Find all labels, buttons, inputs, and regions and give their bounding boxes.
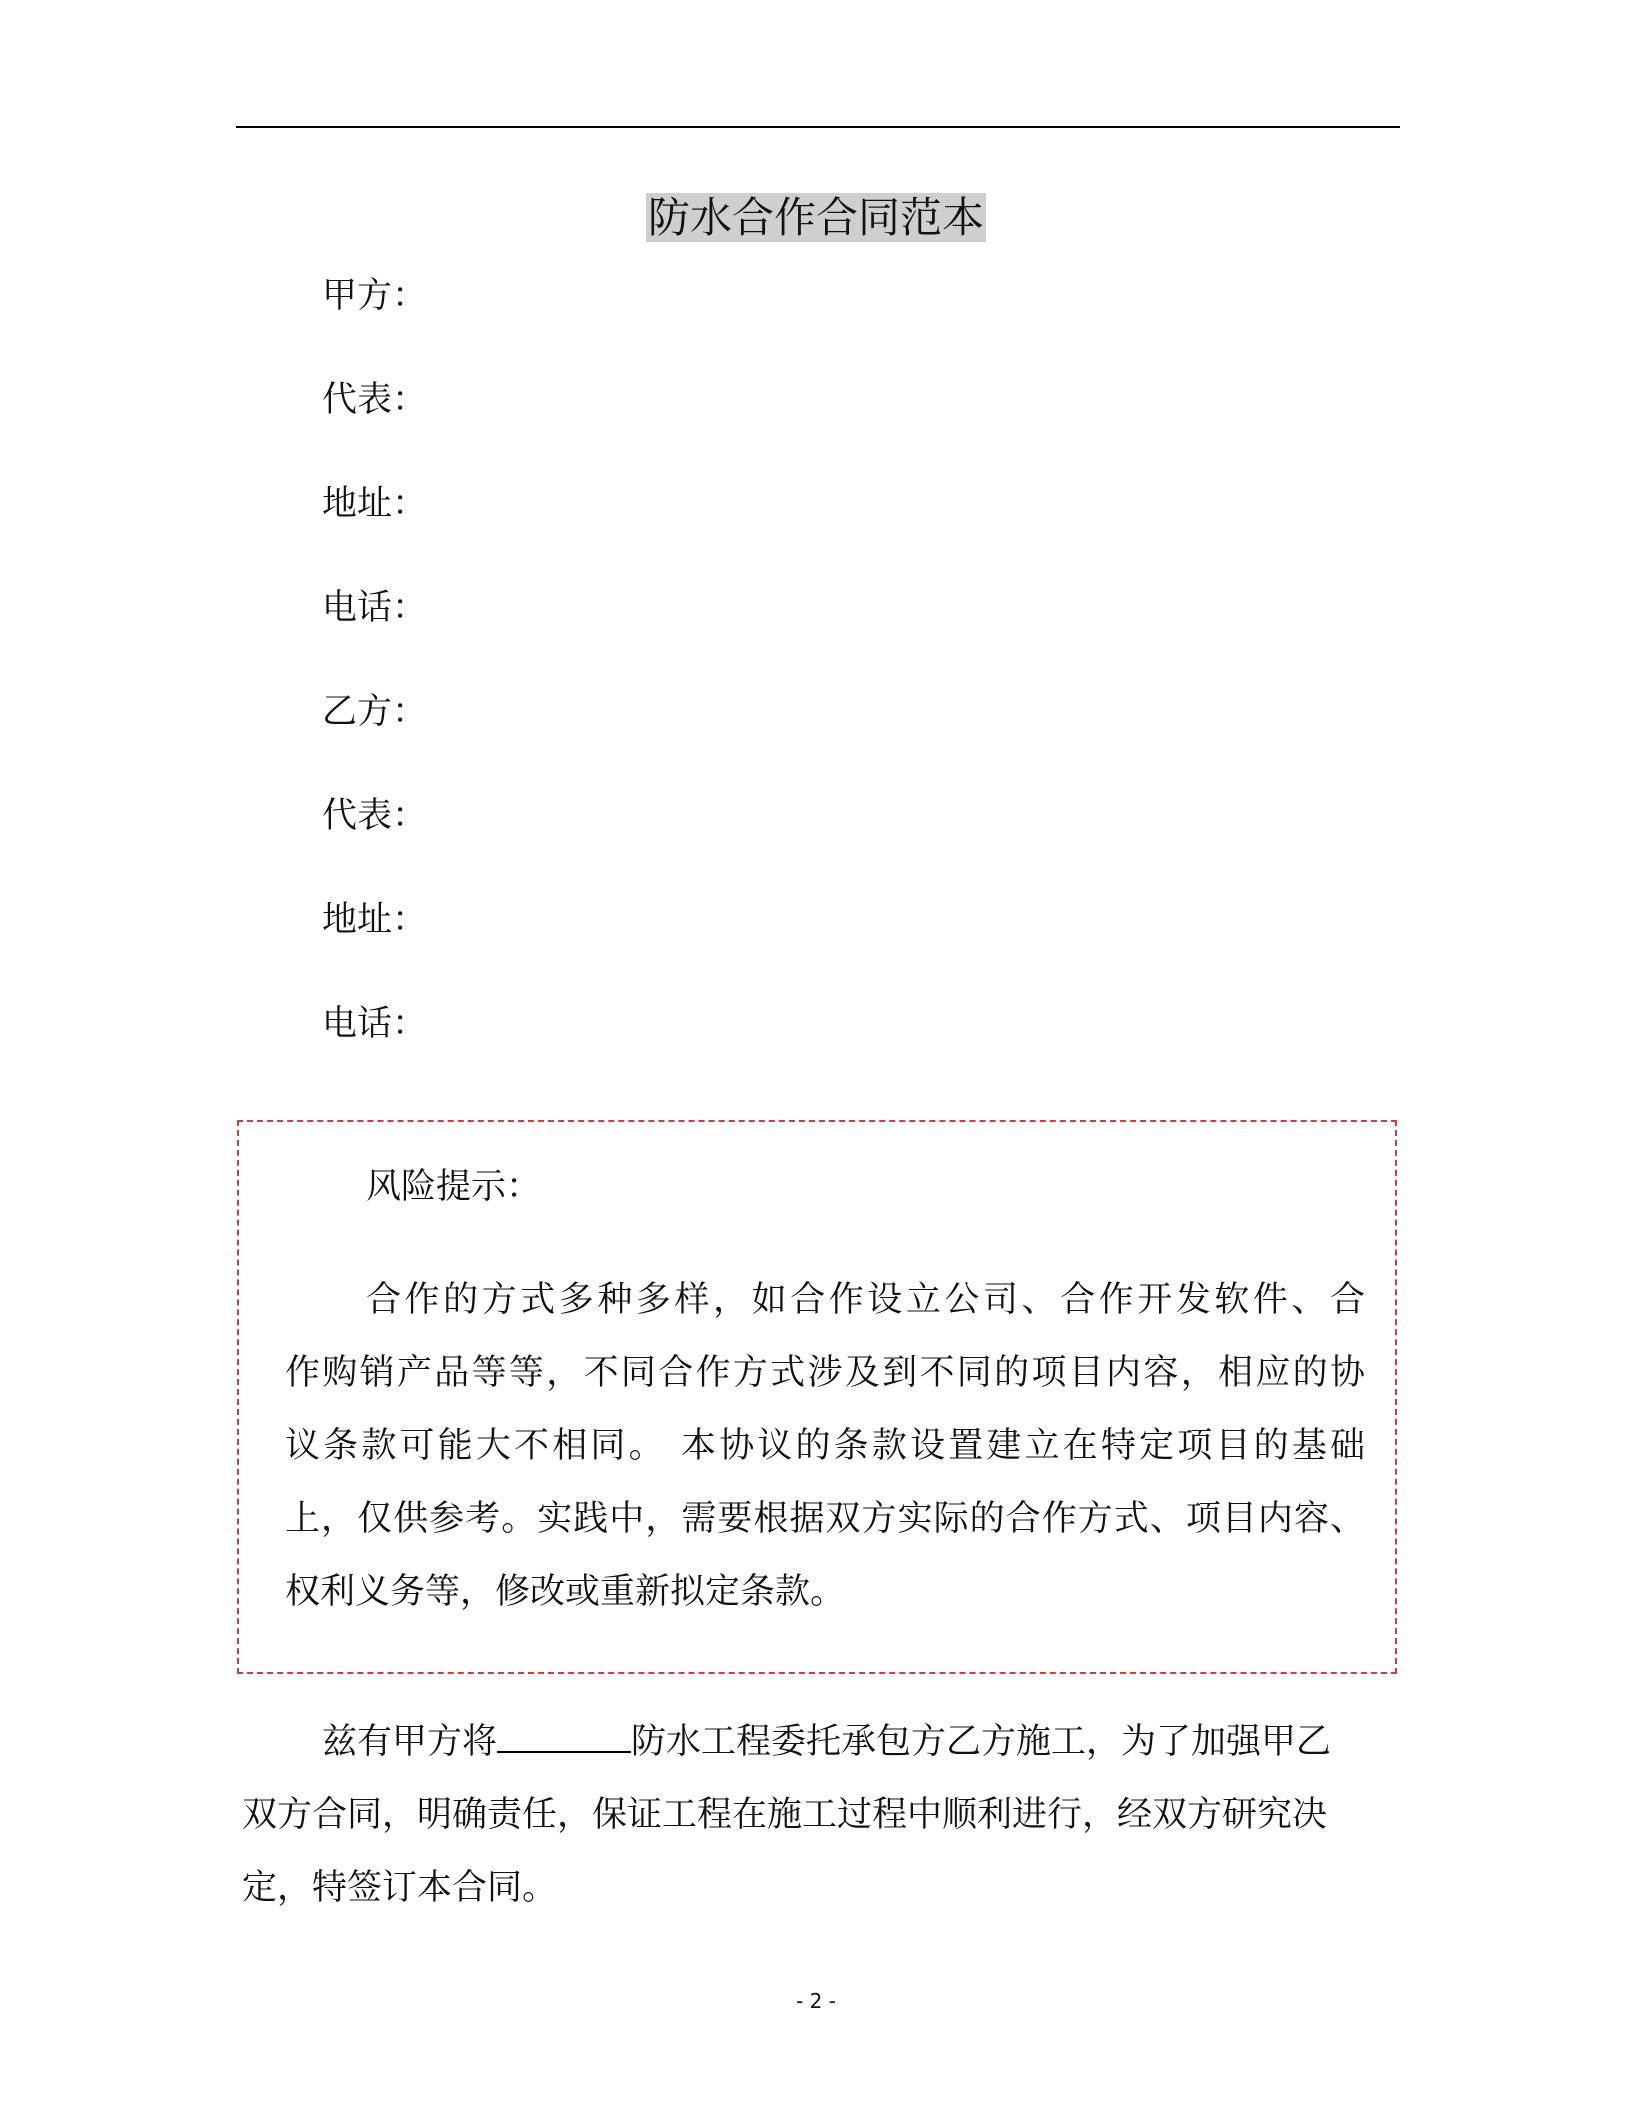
intro-line: 定，特签订本合同。 <box>242 1868 558 1908</box>
party-b-representative-label: 代表： <box>322 796 428 836</box>
party-a-address-label: 地址： <box>322 484 428 524</box>
risk-notice-heading: 风险提示： <box>366 1167 542 1207</box>
party-a-representative-label: 代表： <box>322 380 428 420</box>
risk-notice-line: 权利义务等，修改或重新拟定条款。 <box>285 1572 846 1612</box>
risk-notice-box <box>237 1120 1397 1674</box>
intro-paragraph <box>242 1706 1390 1925</box>
party-b-address-label: 地址： <box>322 900 428 940</box>
risk-notice-line: 作购销产品等等，不同合作方式涉及到不同的项目内容，相应的协 <box>285 1353 1365 1393</box>
document-title-text: 防水合作合同范本 <box>647 193 984 242</box>
document-title <box>0 190 1632 246</box>
intro-line-end: 防水工程委托承包方乙方施工，为了加强甲乙 <box>631 1722 1332 1762</box>
intro-line <box>242 1706 1390 1779</box>
intro-line-start: 兹有甲方将 <box>322 1722 498 1762</box>
risk-notice-line: 合作的方式多种多样，如合作设立公司、合作开发软件、合 <box>366 1280 1365 1320</box>
risk-notice-line: 上，仅供参考。实践中，需要根据双方实际的合作方式、项目内容、 <box>285 1499 1365 1539</box>
page-number: - 2 - <box>796 1989 836 2013</box>
project-name-blank[interactable] <box>497 1721 631 1753</box>
party-b-label: 乙方： <box>322 692 428 732</box>
header-rule <box>236 126 1400 128</box>
risk-notice-line: 议条款可能大不相同。 本协议的条款设置建立在特定项目的基础 <box>285 1426 1365 1466</box>
risk-notice-text <box>285 1264 1365 1629</box>
party-b-phone-label: 电话： <box>322 1004 428 1044</box>
intro-line: 双方合同，明确责任，保证工程在施工过程中顺利进行，经双方研究决 <box>242 1795 1328 1835</box>
party-a-phone-label: 电话： <box>322 588 428 628</box>
party-a-label: 甲方： <box>322 276 428 316</box>
